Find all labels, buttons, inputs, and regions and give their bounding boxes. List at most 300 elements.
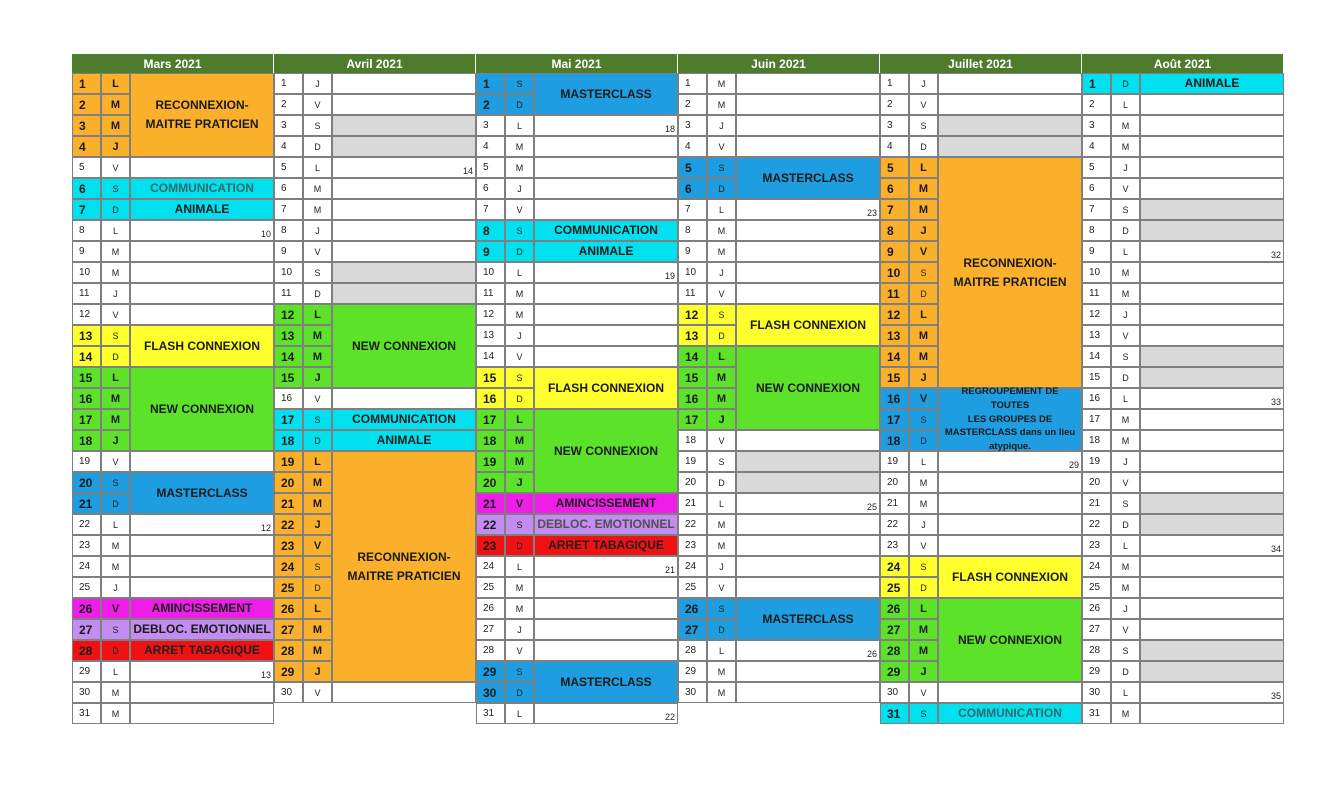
day-letter: V	[101, 304, 130, 325]
day-number: 21	[678, 493, 707, 514]
event-block[interactable]	[736, 598, 880, 640]
day-letter: V	[909, 388, 938, 409]
day-letter: S	[909, 115, 938, 136]
day-letter: V	[303, 94, 332, 115]
event-block[interactable]	[534, 493, 678, 514]
day-number: 2	[476, 94, 505, 115]
day-cell[interactable]	[1140, 220, 1284, 241]
day-number: 16	[274, 388, 303, 409]
event-label: NEW CONNEXION	[351, 338, 456, 353]
day-number: 8	[476, 220, 505, 241]
day-letter: J	[707, 409, 736, 430]
day-number: 20	[880, 472, 909, 493]
event-label: RECONNEXION- MAITRE PRATICIEN	[953, 255, 1067, 289]
day-cell[interactable]	[534, 619, 678, 640]
day-cell[interactable]	[534, 703, 678, 724]
day-number: 27	[274, 619, 303, 640]
day-cell[interactable]	[332, 220, 476, 241]
event-block[interactable]	[1140, 73, 1284, 94]
day-cell[interactable]	[332, 682, 476, 703]
day-number: 24	[880, 556, 909, 577]
day-cell[interactable]	[736, 514, 880, 535]
event-block[interactable]	[938, 703, 1082, 724]
day-letter: V	[101, 598, 130, 619]
day-cell[interactable]	[1140, 367, 1284, 388]
month-header: Avril 2021	[274, 54, 476, 73]
day-letter: V	[707, 283, 736, 304]
day-number: 5	[678, 157, 707, 178]
day-cell[interactable]	[938, 682, 1082, 703]
day-letter: L	[505, 409, 534, 430]
day-cell[interactable]	[332, 94, 476, 115]
event-label: RECONNEXION- MAITRE PRATICIEN	[145, 98, 259, 131]
day-letter: S	[505, 220, 534, 241]
day-cell[interactable]	[534, 325, 678, 346]
day-letter: M	[707, 94, 736, 115]
day-letter: S	[101, 472, 130, 493]
day-letter: M	[505, 304, 534, 325]
event-label: ANIMALE	[376, 433, 432, 448]
event-block[interactable]	[130, 640, 274, 661]
day-cell[interactable]	[736, 199, 880, 220]
day-letter: V	[303, 241, 332, 262]
event-block[interactable]	[534, 514, 678, 535]
day-letter: M	[505, 598, 534, 619]
week-number: 25	[866, 502, 877, 512]
day-letter: M	[101, 241, 130, 262]
event-block[interactable]	[938, 388, 1082, 451]
day-letter: L	[909, 304, 938, 325]
week-number: 12	[260, 523, 271, 533]
day-cell[interactable]	[736, 115, 880, 136]
day-letter: J	[1111, 157, 1140, 178]
day-cell[interactable]	[332, 73, 476, 94]
day-number: 2	[880, 94, 909, 115]
event-block[interactable]	[130, 367, 274, 451]
day-cell[interactable]	[332, 388, 476, 409]
day-cell[interactable]	[736, 283, 880, 304]
day-number: 11	[274, 283, 303, 304]
day-cell[interactable]	[1140, 304, 1284, 325]
event-label: COMMUNICATION	[352, 412, 456, 427]
day-number: 10	[274, 262, 303, 283]
day-cell[interactable]	[1140, 640, 1284, 661]
day-cell[interactable]	[332, 157, 476, 178]
day-number: 5	[1082, 157, 1111, 178]
day-letter: D	[1111, 367, 1140, 388]
event-block[interactable]	[332, 451, 476, 682]
day-letter: L	[707, 199, 736, 220]
day-cell[interactable]	[332, 115, 476, 136]
day-number: 2	[274, 94, 303, 115]
event-block[interactable]	[736, 346, 880, 430]
day-letter: V	[1111, 325, 1140, 346]
day-cell[interactable]	[736, 262, 880, 283]
day-number: 20	[274, 472, 303, 493]
day-cell[interactable]	[1140, 409, 1284, 430]
day-cell[interactable]	[130, 556, 274, 577]
day-cell[interactable]	[534, 577, 678, 598]
day-number: 6	[678, 178, 707, 199]
day-number: 26	[274, 598, 303, 619]
day-cell[interactable]	[332, 283, 476, 304]
day-cell[interactable]	[736, 94, 880, 115]
day-number: 22	[476, 514, 505, 535]
day-number: 29	[274, 661, 303, 682]
day-number: 19	[274, 451, 303, 472]
day-letter: J	[707, 556, 736, 577]
day-letter: M	[303, 493, 332, 514]
day-letter: J	[101, 430, 130, 451]
day-cell[interactable]	[130, 451, 274, 472]
day-cell[interactable]	[736, 241, 880, 262]
day-letter: M	[303, 346, 332, 367]
day-number: 19	[678, 451, 707, 472]
day-number: 7	[72, 199, 101, 220]
event-block[interactable]	[130, 325, 274, 367]
day-cell[interactable]	[1140, 157, 1284, 178]
day-cell[interactable]	[534, 115, 678, 136]
day-cell[interactable]	[534, 640, 678, 661]
day-cell[interactable]	[736, 73, 880, 94]
day-number: 10	[678, 262, 707, 283]
day-number: 7	[880, 199, 909, 220]
day-cell[interactable]	[1140, 283, 1284, 304]
day-letter: M	[303, 199, 332, 220]
day-cell[interactable]	[1140, 325, 1284, 346]
day-number: 6	[72, 178, 101, 199]
event-block[interactable]	[534, 535, 678, 556]
day-letter: M	[1111, 703, 1140, 724]
day-cell[interactable]	[534, 598, 678, 619]
day-number: 31	[880, 703, 909, 724]
day-cell[interactable]	[130, 157, 274, 178]
day-cell[interactable]	[130, 220, 274, 241]
day-cell[interactable]	[130, 514, 274, 535]
day-cell[interactable]	[1140, 556, 1284, 577]
day-letter: J	[909, 367, 938, 388]
day-cell[interactable]	[938, 94, 1082, 115]
day-number: 28	[678, 640, 707, 661]
event-block[interactable]	[938, 157, 1082, 388]
event-block[interactable]	[130, 199, 274, 220]
day-number: 15	[678, 367, 707, 388]
day-cell[interactable]	[938, 514, 1082, 535]
day-cell[interactable]	[130, 577, 274, 598]
day-letter: L	[1111, 682, 1140, 703]
day-cell[interactable]	[938, 451, 1082, 472]
day-cell[interactable]	[736, 577, 880, 598]
day-cell[interactable]	[1140, 682, 1284, 703]
day-number: 23	[274, 535, 303, 556]
day-cell[interactable]	[1140, 115, 1284, 136]
event-label: FLASH CONNEXION	[547, 380, 664, 395]
day-number: 4	[476, 136, 505, 157]
day-cell[interactable]	[534, 262, 678, 283]
day-number: 31	[476, 703, 505, 724]
day-cell[interactable]	[332, 262, 476, 283]
day-cell[interactable]	[130, 661, 274, 682]
day-number: 5	[880, 157, 909, 178]
day-cell[interactable]	[332, 178, 476, 199]
day-cell[interactable]	[1140, 346, 1284, 367]
day-cell[interactable]	[736, 493, 880, 514]
event-block[interactable]	[130, 73, 274, 157]
day-cell[interactable]	[938, 136, 1082, 157]
day-number: 17	[274, 409, 303, 430]
day-cell[interactable]	[1140, 199, 1284, 220]
day-cell[interactable]	[736, 640, 880, 661]
day-letter: M	[101, 682, 130, 703]
day-cell[interactable]	[736, 661, 880, 682]
day-cell[interactable]	[1140, 262, 1284, 283]
week-number: 22	[664, 712, 675, 722]
day-cell[interactable]	[534, 157, 678, 178]
day-cell[interactable]	[736, 220, 880, 241]
day-number: 27	[1082, 619, 1111, 640]
day-cell[interactable]	[938, 493, 1082, 514]
day-number: 18	[1082, 430, 1111, 451]
event-label: FLASH CONNEXION	[143, 338, 260, 353]
event-block[interactable]	[332, 430, 476, 451]
day-number: 12	[274, 304, 303, 325]
day-cell[interactable]	[1140, 514, 1284, 535]
day-letter: M	[707, 241, 736, 262]
day-number: 2	[678, 94, 707, 115]
day-number: 15	[476, 367, 505, 388]
event-block[interactable]	[332, 409, 476, 430]
day-cell[interactable]	[1140, 178, 1284, 199]
event-block[interactable]	[938, 598, 1082, 682]
day-letter: S	[707, 304, 736, 325]
day-letter: S	[909, 262, 938, 283]
day-cell[interactable]	[1140, 619, 1284, 640]
day-cell[interactable]	[534, 346, 678, 367]
day-letter: M	[909, 325, 938, 346]
day-cell[interactable]	[534, 136, 678, 157]
event-block[interactable]	[130, 178, 274, 199]
day-letter: S	[909, 703, 938, 724]
day-cell[interactable]	[736, 556, 880, 577]
month-header: Mars 2021	[72, 54, 274, 73]
event-block[interactable]	[938, 556, 1082, 598]
day-letter: M	[101, 94, 130, 115]
day-number: 22	[72, 514, 101, 535]
event-block[interactable]	[736, 157, 880, 199]
day-letter: S	[707, 157, 736, 178]
day-cell[interactable]	[534, 283, 678, 304]
event-label: FLASH CONNEXION	[951, 569, 1068, 584]
day-number: 3	[1082, 115, 1111, 136]
day-cell[interactable]	[736, 451, 880, 472]
day-letter: V	[303, 388, 332, 409]
day-number: 14	[476, 346, 505, 367]
day-letter: V	[1111, 472, 1140, 493]
day-cell[interactable]	[736, 535, 880, 556]
day-number: 28	[1082, 640, 1111, 661]
day-number: 25	[880, 577, 909, 598]
day-cell[interactable]	[130, 535, 274, 556]
day-cell[interactable]	[1140, 241, 1284, 262]
day-letter: L	[303, 451, 332, 472]
day-number: 19	[476, 451, 505, 472]
event-label: DEBLOC. EMOTIONNEL	[537, 517, 675, 532]
day-letter: M	[303, 325, 332, 346]
event-block[interactable]	[130, 598, 274, 619]
event-block[interactable]	[534, 661, 678, 703]
day-cell[interactable]	[1140, 388, 1284, 409]
day-letter: S	[303, 262, 332, 283]
day-number: 26	[1082, 598, 1111, 619]
day-cell[interactable]	[1140, 535, 1284, 556]
day-number: 1	[476, 73, 505, 94]
day-letter: J	[909, 661, 938, 682]
day-letter: L	[909, 598, 938, 619]
day-cell[interactable]	[1140, 472, 1284, 493]
day-number: 1	[880, 73, 909, 94]
day-letter: D	[505, 682, 534, 703]
day-letter: J	[505, 619, 534, 640]
day-letter: D	[505, 388, 534, 409]
day-number: 29	[1082, 661, 1111, 682]
day-number: 25	[678, 577, 707, 598]
day-cell[interactable]	[130, 262, 274, 283]
day-number: 25	[476, 577, 505, 598]
day-cell[interactable]	[534, 178, 678, 199]
day-cell[interactable]	[736, 136, 880, 157]
day-cell[interactable]	[534, 556, 678, 577]
event-block[interactable]	[130, 472, 274, 514]
day-number: 12	[880, 304, 909, 325]
day-cell[interactable]	[130, 703, 274, 724]
day-number: 20	[476, 472, 505, 493]
day-number: 26	[880, 598, 909, 619]
event-block[interactable]	[332, 304, 476, 388]
event-label: MASTERCLASS	[560, 674, 652, 689]
event-block[interactable]	[736, 304, 880, 346]
event-block[interactable]	[534, 220, 678, 241]
day-number: 3	[476, 115, 505, 136]
day-cell[interactable]	[938, 73, 1082, 94]
day-cell[interactable]	[938, 535, 1082, 556]
day-number: 13	[274, 325, 303, 346]
day-letter: S	[1111, 640, 1140, 661]
day-number: 30	[476, 682, 505, 703]
event-block[interactable]	[130, 619, 274, 640]
day-letter: L	[1111, 388, 1140, 409]
week-number: 14	[462, 166, 473, 176]
day-letter: J	[505, 325, 534, 346]
event-block[interactable]	[534, 241, 678, 262]
day-number: 23	[476, 535, 505, 556]
day-cell[interactable]	[938, 472, 1082, 493]
day-cell[interactable]	[332, 241, 476, 262]
day-number: 21	[476, 493, 505, 514]
day-number: 16	[1082, 388, 1111, 409]
event-label: ARRET TABAGIQUE	[548, 538, 664, 553]
day-cell[interactable]	[130, 241, 274, 262]
day-letter: M	[505, 577, 534, 598]
day-number: 10	[880, 262, 909, 283]
week-number: 21	[664, 565, 675, 575]
event-label: COMMUNICATION	[150, 181, 254, 196]
day-cell[interactable]	[736, 682, 880, 703]
event-block[interactable]	[534, 367, 678, 409]
day-cell[interactable]	[1140, 661, 1284, 682]
day-cell[interactable]	[1140, 94, 1284, 115]
day-number: 3	[274, 115, 303, 136]
day-letter: M	[1111, 556, 1140, 577]
day-cell[interactable]	[332, 136, 476, 157]
day-letter: M	[909, 346, 938, 367]
day-number: 11	[476, 283, 505, 304]
day-number: 6	[476, 178, 505, 199]
day-cell[interactable]	[130, 682, 274, 703]
day-number: 16	[476, 388, 505, 409]
day-number: 26	[72, 598, 101, 619]
week-number: 18	[664, 124, 675, 134]
day-cell[interactable]	[736, 472, 880, 493]
day-cell[interactable]	[1140, 493, 1284, 514]
day-number: 13	[1082, 325, 1111, 346]
day-cell[interactable]	[534, 304, 678, 325]
week-number: 34	[1270, 544, 1281, 554]
day-cell[interactable]	[1140, 136, 1284, 157]
day-letter: D	[505, 94, 534, 115]
event-block[interactable]	[534, 409, 678, 493]
day-letter: V	[505, 640, 534, 661]
day-number: 30	[274, 682, 303, 703]
day-letter: S	[707, 598, 736, 619]
day-letter: D	[101, 199, 130, 220]
day-letter: L	[505, 703, 534, 724]
day-number: 4	[678, 136, 707, 157]
day-cell[interactable]	[130, 304, 274, 325]
day-cell[interactable]	[736, 430, 880, 451]
day-letter: S	[505, 661, 534, 682]
day-number: 11	[72, 283, 101, 304]
day-letter: D	[303, 136, 332, 157]
day-cell[interactable]	[332, 199, 476, 220]
day-letter: D	[1111, 661, 1140, 682]
day-cell[interactable]	[1140, 451, 1284, 472]
day-number: 28	[476, 640, 505, 661]
day-cell[interactable]	[938, 115, 1082, 136]
day-cell[interactable]	[1140, 430, 1284, 451]
day-number: 8	[880, 220, 909, 241]
day-letter: M	[909, 178, 938, 199]
event-label: NEW CONNEXION	[553, 443, 658, 458]
day-cell[interactable]	[534, 199, 678, 220]
event-label: NEW CONNEXION	[149, 401, 254, 416]
day-letter: V	[707, 136, 736, 157]
day-letter: V	[1111, 178, 1140, 199]
day-letter: M	[707, 367, 736, 388]
day-cell[interactable]	[1140, 703, 1284, 724]
day-number: 12	[476, 304, 505, 325]
day-cell[interactable]	[1140, 577, 1284, 598]
day-letter: M	[909, 199, 938, 220]
week-number: 10	[260, 229, 271, 239]
day-letter: V	[1111, 619, 1140, 640]
day-cell[interactable]	[130, 283, 274, 304]
day-cell[interactable]	[1140, 598, 1284, 619]
event-block[interactable]	[534, 73, 678, 115]
day-number: 18	[72, 430, 101, 451]
event-label: REGROUPEMENT DE TOUTES LES GROUPES DE MASTERCLASS dans un lieu atypique.	[944, 386, 1076, 453]
day-number: 22	[1082, 514, 1111, 535]
day-letter: D	[303, 283, 332, 304]
